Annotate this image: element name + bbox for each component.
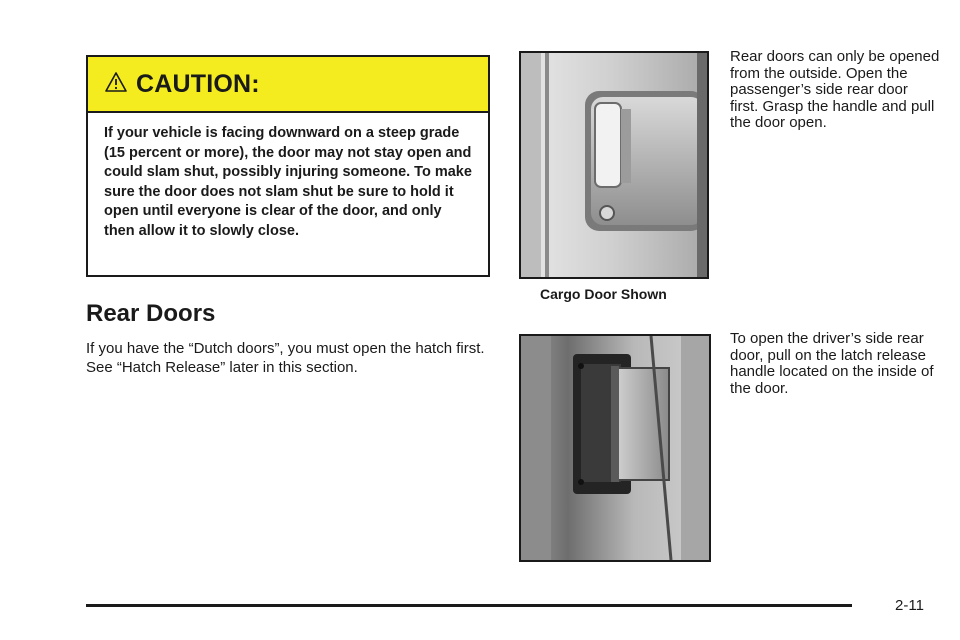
cargo-door-handle-photo	[519, 51, 709, 279]
footer-rule	[86, 604, 852, 607]
section-intro: If you have the “Dutch doors”, you must open the hatch first. See “Hatch Release” later in this section.	[86, 340, 485, 376]
driver-door-instructions: To open the driver’s side rear door, pull on the latch release handle located on the inside of the door.	[730, 330, 934, 397]
passenger-door-instructions: Rear doors can only be opened from the outside. Open the passenger’s side rear door first. Grasp the handle and pull the door open.	[730, 48, 940, 132]
page-number: 2-11	[895, 597, 924, 614]
figure-caption: Cargo Door Shown	[540, 286, 667, 302]
caution-text: If your vehicle is facing downward on a steep grade (15 percent or more), the door may not stay open and could slam shut, possibly injuring someone. To make sure the door does not slam shut be sure to hold it open until everyone is clear of the door, and only then allow it to slowly close.	[104, 125, 472, 239]
caution-header	[88, 57, 488, 113]
warning-triangle-icon	[104, 71, 136, 98]
section-title: Rear Doors	[86, 300, 216, 327]
caution-title: CAUTION:	[136, 69, 260, 98]
caution-box	[86, 55, 490, 277]
latch-release-photo	[519, 334, 711, 562]
